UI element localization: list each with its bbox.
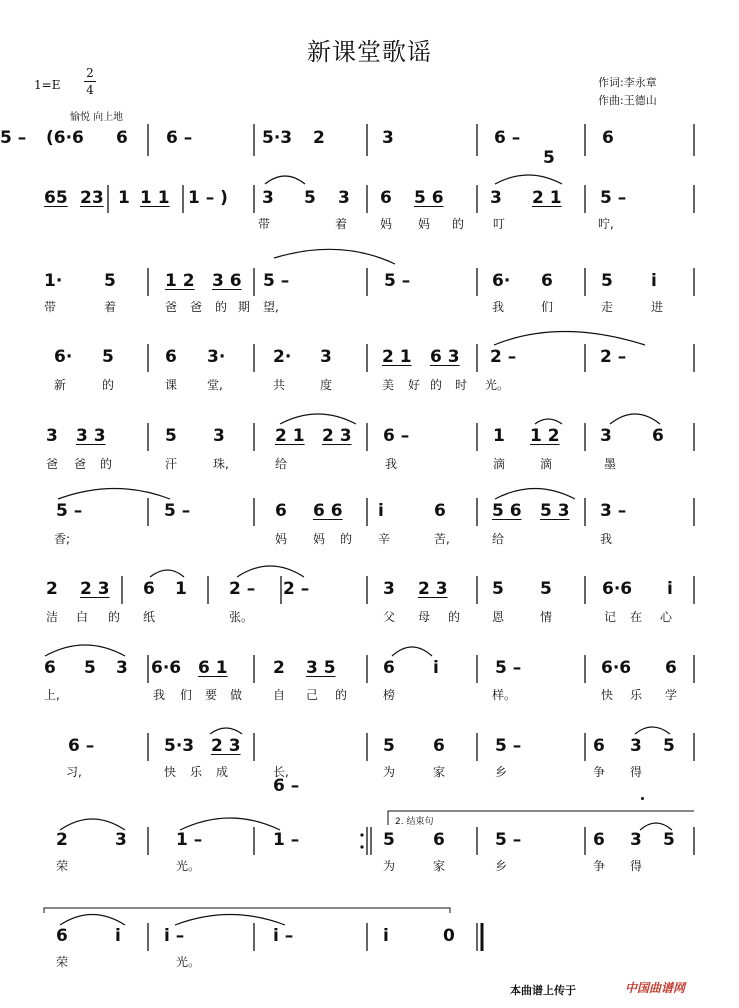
note: 5 –	[0, 128, 27, 148]
note: 1 1	[140, 188, 170, 208]
note: 5 –	[495, 736, 522, 756]
note: 6	[275, 501, 287, 521]
lyric-syllable: 期	[238, 300, 251, 314]
note: 3	[383, 579, 395, 599]
volta-label: 2. 结束句	[395, 817, 434, 827]
note: (6·6	[46, 128, 84, 148]
note: 2 3	[418, 579, 448, 599]
note: i	[378, 501, 384, 521]
note: 6	[165, 347, 177, 367]
note: 5	[383, 830, 395, 850]
note: 5	[601, 271, 613, 291]
lyric-syllable: 给	[275, 457, 288, 471]
site-logo: 中国曲谱网	[625, 981, 686, 995]
note: 3·	[207, 347, 226, 367]
lyric-syllable: 乡	[495, 765, 508, 779]
lyric-syllable: 荣	[56, 955, 69, 969]
note: 3	[382, 128, 739, 148]
lyric-syllable: 张。	[229, 610, 254, 624]
note: 5	[102, 347, 114, 367]
lyric-syllable: 美	[382, 378, 395, 392]
lyric-syllable: 家	[433, 859, 446, 873]
lyric-syllable: 汗	[165, 457, 178, 471]
note: 3	[46, 426, 58, 446]
lyric-syllable: 父	[383, 610, 396, 624]
lyric-syllable: 新	[54, 378, 67, 392]
note: i	[433, 658, 439, 678]
note: 2 1	[532, 188, 562, 208]
note: i	[115, 926, 121, 946]
lyric-syllable: 们	[180, 688, 193, 702]
note: 1·	[44, 271, 63, 291]
lyric-syllable: 苦,	[434, 532, 450, 546]
note: 5	[663, 736, 675, 756]
note: 5	[492, 579, 504, 599]
note: 6 3	[430, 347, 460, 367]
note: 5	[304, 188, 316, 208]
lyric-syllable: 的	[430, 378, 443, 392]
note: 5	[104, 271, 116, 291]
lyric-syllable: 香;	[54, 532, 71, 546]
lyric-syllable: 纸	[143, 610, 156, 624]
lyric-syllable: 带	[44, 300, 57, 314]
lyric-syllable: 学	[665, 688, 678, 702]
lyric-syllable: 共	[273, 378, 286, 392]
note: 3	[630, 830, 642, 850]
lyric-syllable: 榜	[383, 688, 396, 702]
note: 3 3	[76, 426, 106, 446]
note: 5 –	[164, 501, 191, 521]
lyricist-credit: 作词:李永章	[598, 76, 657, 89]
lyric-syllable: 白	[76, 610, 89, 624]
lyric-syllable: 快	[601, 688, 614, 702]
note: 6·6	[151, 658, 182, 678]
lyric-syllable: 的	[215, 300, 228, 314]
note: 5 –	[600, 188, 627, 208]
lyric-syllable: 咛,	[598, 217, 614, 231]
lyric-syllable: 望,	[263, 300, 279, 314]
lyric-syllable: 妈	[313, 532, 326, 546]
lyric-syllable: 叮	[493, 217, 506, 231]
note: 3	[213, 426, 225, 446]
note: 5 –	[384, 271, 411, 291]
note: 6	[593, 830, 605, 850]
note: 3	[600, 426, 612, 446]
lyric-syllable: 自	[273, 688, 286, 702]
note: 3	[262, 188, 274, 208]
lyric-syllable: 母	[418, 610, 431, 624]
note: i	[651, 271, 657, 291]
lyric-syllable: 光。	[176, 955, 201, 969]
note: 3	[630, 736, 642, 756]
note: 6	[433, 830, 445, 850]
lyric-syllable: 恩	[492, 610, 505, 624]
lyric-syllable: 好	[408, 378, 421, 392]
note: 5 –	[495, 830, 522, 850]
composer-credit: 作曲:王德山	[598, 94, 657, 107]
note: 2·	[273, 347, 292, 367]
note: 3	[490, 188, 502, 208]
lyric-syllable: 爸	[46, 457, 59, 471]
note: 1 – )	[188, 188, 228, 208]
note: 6·	[54, 347, 73, 367]
lyric-syllable: 为	[383, 765, 396, 779]
lyric-syllable: 洁	[46, 610, 59, 624]
note: 6 –	[273, 776, 739, 796]
tempo-marking: 愉悦 向上地	[70, 112, 124, 123]
lyric-syllable: 滴	[493, 457, 506, 471]
note: 6	[56, 926, 68, 946]
lyric-syllable: 爸	[190, 300, 203, 314]
time-signature-top: 2	[86, 66, 94, 80]
lyric-syllable: 我	[385, 457, 398, 471]
lyric-syllable: 己	[306, 688, 319, 702]
lyric-syllable: 情	[540, 610, 553, 624]
note: 2 –	[600, 347, 627, 367]
lyric-syllable: 快	[164, 765, 177, 779]
lyric-syllable: 爸	[74, 457, 87, 471]
note: 1	[175, 579, 187, 599]
footer-upload-text: 本曲谱上传于	[510, 984, 576, 997]
lyric-syllable: 长,	[273, 765, 289, 779]
note: 2	[46, 579, 58, 599]
key-signature: 1=E	[34, 78, 61, 92]
lyric-syllable: 着	[104, 300, 117, 314]
note: 6 –	[383, 426, 410, 446]
note: i	[383, 926, 389, 946]
lyric-syllable: 争	[593, 859, 606, 873]
note: 3	[320, 347, 332, 367]
lyric-syllable: 得	[630, 765, 643, 779]
note: i –	[273, 926, 294, 946]
time-signature-bottom: 4	[86, 83, 94, 97]
note: 2	[273, 658, 285, 678]
lyric-syllable: 堂,	[207, 378, 223, 392]
note: 6 6	[313, 501, 343, 521]
note: 1 –	[176, 830, 203, 850]
note: 6	[116, 128, 128, 148]
note: 5	[383, 736, 395, 756]
lyric-syllable: 我	[600, 532, 613, 546]
note: 3 6	[212, 271, 242, 291]
lyric-syllable: 要	[205, 688, 218, 702]
note: 2 –	[283, 579, 310, 599]
note: 6	[143, 579, 155, 599]
note: 6 –	[166, 128, 193, 148]
note: 3 –	[600, 501, 627, 521]
note: 6	[383, 658, 395, 678]
lyric-syllable: 的	[335, 688, 348, 702]
note: 1 –	[273, 830, 300, 850]
lyric-syllable: 争	[593, 765, 606, 779]
note: 5	[165, 426, 177, 446]
note: 6·6	[601, 658, 632, 678]
lyric-syllable: 得	[630, 859, 643, 873]
note: 3	[115, 830, 127, 850]
note: 2 3	[80, 579, 110, 599]
lyric-syllable: 记	[604, 610, 617, 624]
note: 2 3	[322, 426, 352, 446]
lyric-syllable: 的	[452, 217, 465, 231]
lyric-syllable: 上,	[44, 688, 60, 702]
note: 1	[118, 188, 130, 208]
note: 6	[602, 128, 614, 148]
note: 5	[663, 830, 675, 850]
note: 3	[116, 658, 128, 678]
lyric-syllable: 妈	[380, 217, 393, 231]
lyric-syllable: 家	[433, 765, 446, 779]
lyric-syllable: 心	[660, 610, 673, 624]
song-title: 新课堂歌谣	[307, 38, 432, 66]
note: 1 2	[530, 426, 560, 446]
note: 6	[541, 271, 553, 291]
note: 5 –	[495, 658, 522, 678]
note: 5	[84, 658, 96, 678]
note: 5 3	[540, 501, 570, 521]
note: 6 –	[494, 128, 521, 148]
lyric-syllable: 时	[455, 378, 468, 392]
lyric-syllable: 的	[448, 610, 461, 624]
note: 6 –	[68, 736, 95, 756]
lyric-syllable: 着	[335, 217, 348, 231]
lyric-syllable: 走	[601, 300, 614, 314]
note: 5 6	[492, 501, 522, 521]
note: 2 1	[382, 347, 412, 367]
note: 6	[433, 736, 445, 756]
lyric-syllable: 在	[630, 610, 643, 624]
lyric-syllable: 我	[153, 688, 166, 702]
lyric-syllable: 度	[320, 378, 333, 392]
note: 5·3	[164, 736, 195, 756]
lyric-syllable: 滴	[540, 457, 553, 471]
lyric-syllable: 荣	[56, 859, 69, 873]
note: 2 –	[229, 579, 256, 599]
lyric-syllable: 爸	[165, 300, 178, 314]
lyric-syllable: 成	[216, 765, 229, 779]
lyric-syllable: 做	[230, 688, 243, 702]
note: 6·	[492, 271, 511, 291]
lyric-syllable: 习,	[66, 765, 82, 779]
lyric-syllable: 的	[340, 532, 353, 546]
lyric-syllable: 乡	[495, 859, 508, 873]
lyric-syllable: 乐	[630, 688, 643, 702]
note: 6·6	[602, 579, 633, 599]
lyric-syllable: 光。	[485, 378, 510, 392]
note: 1 2	[165, 271, 195, 291]
lyric-syllable: 妈	[275, 532, 288, 546]
note: 5	[540, 579, 552, 599]
note: 6	[652, 426, 664, 446]
lyric-syllable: 进	[651, 300, 664, 314]
note: 2 1	[275, 426, 305, 446]
note: 2 –	[490, 347, 517, 367]
note: 23	[80, 188, 104, 208]
note: 5	[543, 148, 739, 168]
lyric-syllable: 的	[100, 457, 113, 471]
note: 6	[593, 736, 605, 756]
lyric-syllable: 样。	[492, 688, 517, 702]
note: 6	[434, 501, 446, 521]
note: 3 5	[306, 658, 336, 678]
lyric-syllable: 妈	[418, 217, 431, 231]
note: 5 –	[56, 501, 83, 521]
lyric-syllable: 珠,	[213, 457, 229, 471]
lyric-syllable: 的	[108, 610, 121, 624]
note: 3	[338, 188, 350, 208]
note: 6	[380, 188, 392, 208]
note: i –	[164, 926, 185, 946]
note: 2	[313, 128, 325, 148]
note: 2 3	[211, 736, 241, 756]
lyric-syllable: 给	[492, 532, 505, 546]
note: 65	[44, 188, 68, 208]
note: i	[667, 579, 673, 599]
note: 5·3	[262, 128, 293, 148]
lyric-syllable: 课	[165, 378, 178, 392]
note: 6	[44, 658, 56, 678]
lyric-syllable: 为	[383, 859, 396, 873]
note: 2	[56, 830, 68, 850]
note: 5 6	[414, 188, 444, 208]
note: 1	[493, 426, 505, 446]
lyric-syllable: 墨	[604, 457, 617, 471]
note: 6 1	[198, 658, 228, 678]
lyric-syllable: 乐	[190, 765, 203, 779]
lyric-syllable: 们	[541, 300, 554, 314]
note: 6	[665, 658, 677, 678]
lyric-syllable: 辛	[378, 532, 391, 546]
note: 5 –	[263, 271, 290, 291]
lyric-syllable: 带	[258, 217, 271, 231]
note: 0	[443, 926, 455, 946]
lyric-syllable: 的	[102, 378, 115, 392]
lyric-syllable: 光。	[176, 859, 201, 873]
lyric-syllable: 我	[492, 300, 505, 314]
